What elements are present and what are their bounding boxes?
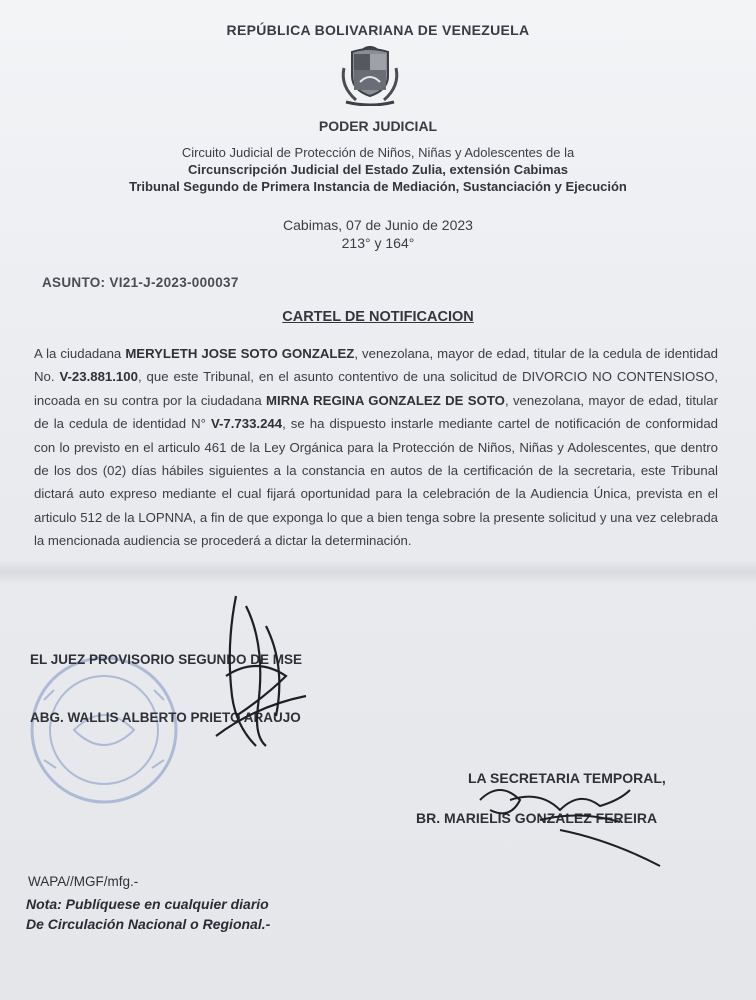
body-text-4: , venezolana, mayor de edad, titular de la cedula de identidad N°	[34, 392, 718, 432]
judge-name: ABG. WALLIS ALBERTO PRIETO ARAUJO	[30, 710, 301, 725]
body-text-1: A la ciudadana	[34, 346, 126, 361]
independence-years: 213° y 164°	[341, 235, 415, 251]
note-line-2: De Circulación Nacional o Regional.-	[26, 916, 271, 932]
place-date-block	[0, 216, 756, 252]
secretary-name: BR. MARIELIS GONZALEZ FEREIRA	[416, 810, 658, 826]
notification-body	[34, 342, 718, 553]
judicial-power-heading: PODER JUDICIAL	[318, 118, 438, 134]
notified-person-id: V-23.881.100	[59, 369, 138, 385]
publication-note	[26, 894, 270, 934]
reference-initials: WAPA//MGF/mfg.-	[28, 874, 139, 889]
body-text-3: , que este Tribunal, en el asunto contentivo de una solicitud de DIVORCIO NO CONTENSIOSO, incoada en su contra por la ciudadana	[34, 369, 719, 408]
circuit-line-3: Tribunal Segundo de Primera Instancia de Mediación, Sustanciación y Ejecución	[129, 179, 627, 194]
document-title: CARTEL DE NOTIFICACION	[282, 309, 474, 325]
circuit-line-1: Circuito Judicial de Protección de Niños, Niñas y Adolescentes de la	[181, 145, 575, 160]
secretary-title: LA SECRETARIA TEMPORAL,	[468, 770, 666, 786]
judge-title: EL JUEZ PROVISORIO SEGUNDO DE MSE	[30, 652, 303, 667]
petitioner-id: V-7.733.244	[210, 416, 283, 432]
note-line-1: Nota: Publíquese en cualquier diario	[26, 896, 269, 912]
venezuela-coat-of-arms-icon	[338, 46, 402, 106]
notified-person-name: MERYLETH JOSE SOTO GONZALEZ	[125, 346, 355, 361]
court-circuit-block	[0, 144, 756, 195]
body-text-2: , venezolana, mayor de edad, titular de la cedula de identidad No.	[34, 346, 719, 385]
body-text-5: , se ha dispuesto instarle mediante cartel de notificación de conformidad con lo previsto en el articulo 461 de la Ley Orgánica para la Protección de Niños, Niñas y Adolescentes, que dentro de los dos (02) días hábiles siguientes a la constancia en autos de la certificación de la secretaria, este Tribunal dictará auto expreso mediante el cual fijará oportunidad para la celebración de la Audiencia Única, prevista en el articulo 512 de la LOPNNA, a fin de que exponga lo que a bien tenga sobre la presente solicitud y una vez celebrada la mencionada audiencia se procederá a dictar la determinación.	[34, 416, 718, 549]
petitioner-name: MIRNA REGINA GONZALEZ DE SOTO	[266, 392, 505, 408]
case-number: ASUNTO: VI21-J-2023-000037	[42, 275, 239, 290]
circuit-line-2: Circunscripción Judicial del Estado Zulia, extensión Cabimas	[188, 162, 568, 177]
paper-fold	[0, 560, 756, 584]
place-date: Cabimas, 07 de Junio de 2023	[283, 217, 473, 233]
republic-heading: REPÚBLICA BOLIVARIANA DE VENEZUELA	[226, 22, 530, 38]
